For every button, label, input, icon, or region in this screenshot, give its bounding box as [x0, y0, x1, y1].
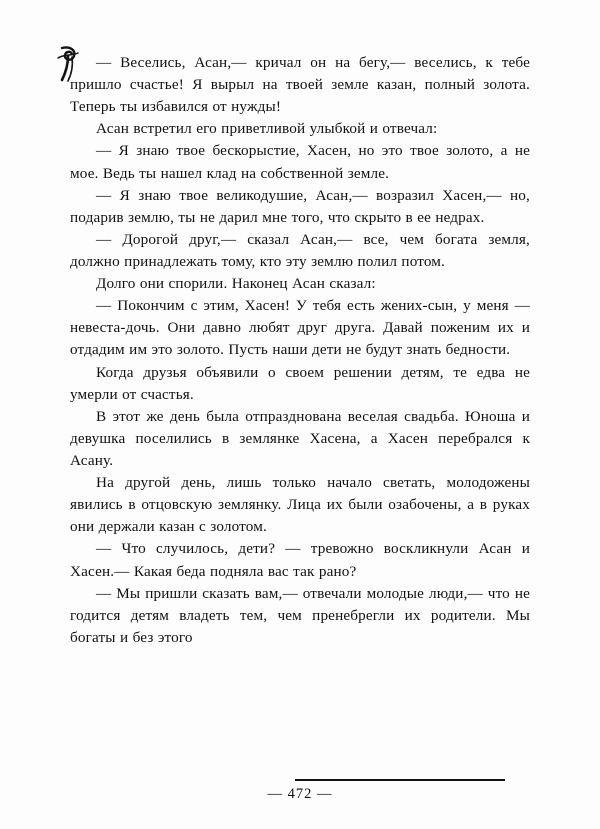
paragraph: — Что случилось, дети? — тревожно воскликнули Асан и Хасен.— Какая беда подняла вас так рано? — [70, 540, 530, 580]
paragraph: — Мы пришли сказать вам,— отвечали молодые люди,— что не годится детям владеть тем, чем пренебрегли их родители. Мы богаты и без этого — [70, 584, 530, 646]
paragraph: — Покончим с этим, Хасен! У тебя есть жених-сын, у меня — невеста-дочь. Они давно любят друг друга. Давай поженим их и отдадим им это золото. Пусть наши дети не будут знать бедности. — [70, 297, 530, 359]
paragraph: — Я знаю твое бескорыстие, Хасен, но это твое золото, а не мое. Ведь ты нашел клад на собственной земле. — [70, 142, 530, 182]
page-number: — 472 — — [267, 786, 333, 802]
body-text — [70, 52, 530, 649]
paragraph: Асан встретил его приветливой улыбкой и отвечал: — [96, 120, 438, 138]
paragraph: Когда друзья объявили о своем решении детям, те едва не умерли от счастья. — [70, 363, 530, 403]
paragraph: — Я знаю твое великодушие, Асан,— возразил Хасен,— но, подарив землю, ты не дарил мне того, что скрыто в ее недрах. — [70, 186, 530, 226]
paragraph: — Веселись, Асан,— кричал он на бегу,— веселись, к тебе пришло счастье! Я вырыл на твоей земле казан, полный золота. Теперь ты избавился от нужды! — [70, 54, 530, 116]
paragraph: На другой день, лишь только начало светать, молодожены явились в отцовскую землянку. Лица их были озабочены, а в руках они держали казан с золотом. — [70, 474, 530, 536]
paragraph: Долго они спорили. Наконец Асан сказал: — [96, 275, 376, 293]
page-rule — [295, 779, 505, 781]
paragraph: — Дорогой друг,— сказал Асан,— все, чем богата земля, должно принадлежать тому, кто эту землю полил потом. — [70, 230, 530, 270]
paragraph: В этот же день была отпразднована веселая свадьба. Юноша и девушка поселились в землянке Хасена, а Хасен перебрался к Асану. — [70, 407, 530, 469]
